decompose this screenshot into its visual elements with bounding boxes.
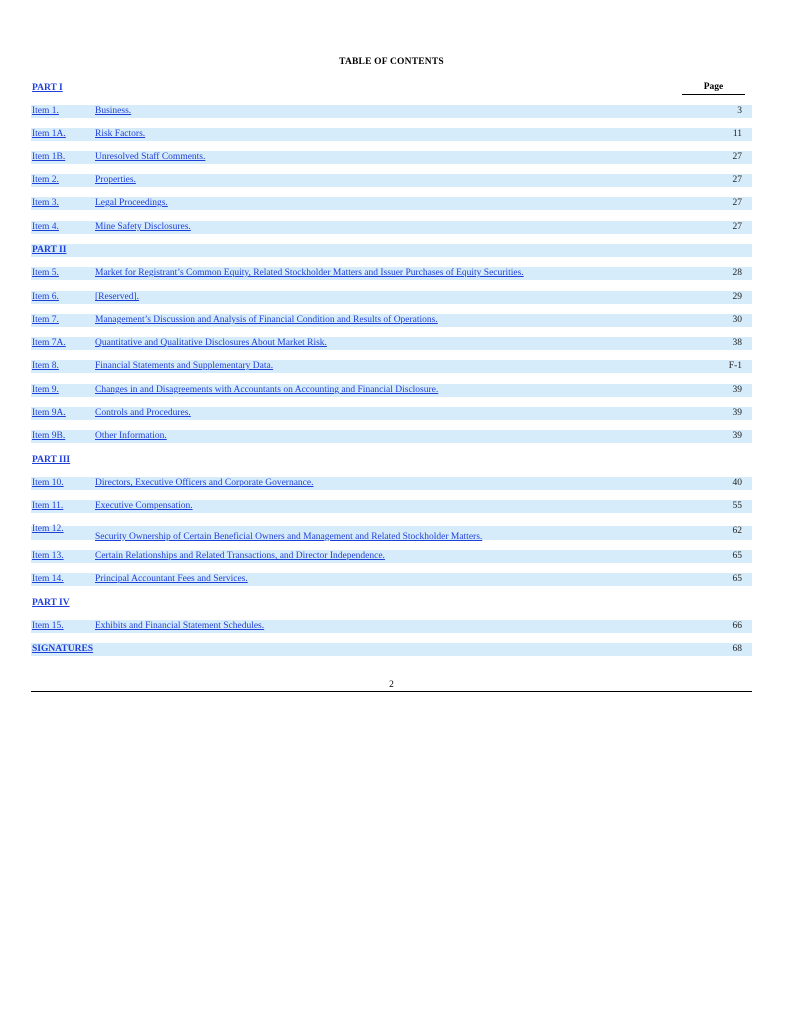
page-number: F-1	[728, 361, 742, 371]
item-link[interactable]: Item 7A.	[32, 338, 66, 348]
toc-row	[31, 314, 752, 327]
toc-row	[31, 407, 752, 420]
toc-row	[31, 174, 752, 187]
signatures-link[interactable]: SIGNATURES	[32, 644, 94, 654]
page-number: 27	[732, 175, 742, 185]
footer-divider	[31, 691, 752, 692]
item-description-link[interactable]: Other Information.	[95, 431, 167, 441]
item-description-link[interactable]: Unresolved Staff Comments.	[95, 152, 206, 162]
toc-row	[31, 151, 752, 164]
toc-row-part	[31, 597, 752, 610]
page-number: 30	[732, 315, 742, 325]
part-link[interactable]: PART II	[32, 245, 67, 255]
page-title: TABLE OF CONTENTS	[339, 57, 444, 67]
footer-page-number: 2	[389, 680, 394, 690]
item-link[interactable]: Item 8.	[32, 361, 59, 371]
toc-row	[31, 221, 752, 234]
page-number: 40	[732, 478, 742, 488]
page-number: 39	[732, 408, 742, 418]
item-link[interactable]: Item 3.	[32, 198, 59, 208]
toc-row	[31, 526, 752, 540]
item-link[interactable]: Item 14.	[32, 574, 64, 584]
toc-row	[31, 573, 752, 586]
item-description-link[interactable]: Controls and Procedures.	[95, 408, 191, 418]
item-description-link[interactable]: Business.	[95, 106, 132, 116]
item-description-link[interactable]: Principal Accountant Fees and Services.	[95, 574, 248, 584]
page-column-header: Page	[682, 82, 745, 95]
page-number: 28	[732, 268, 742, 278]
page-number: 55	[732, 501, 742, 511]
item-description-link[interactable]: Properties.	[95, 175, 136, 185]
item-description-link[interactable]: Certain Relationships and Related Transactions, and Director Independence.	[95, 551, 385, 561]
toc-row	[31, 360, 752, 373]
item-description-link[interactable]: Executive Compensation.	[95, 501, 193, 511]
toc-row-signatures	[31, 643, 752, 656]
toc-row-part	[31, 454, 752, 467]
item-description-link[interactable]: Risk Factors.	[95, 129, 146, 139]
page-number: 65	[732, 551, 742, 561]
item-link[interactable]: Item 11.	[32, 501, 64, 511]
toc-row	[31, 620, 752, 633]
toc-row	[31, 500, 752, 513]
page-number: 3	[737, 106, 742, 116]
item-link[interactable]: Item 2.	[32, 175, 59, 185]
item-link[interactable]: Item 9.	[32, 385, 59, 395]
page-number: 27	[732, 222, 742, 232]
item-description-link[interactable]: Mine Safety Disclosures.	[95, 222, 191, 232]
page-number: 27	[732, 152, 742, 162]
item-link[interactable]: Item 6.	[32, 292, 59, 302]
page-number: 39	[732, 431, 742, 441]
item-description-link[interactable]: Quantitative and Qualitative Disclosures About Market Risk.	[95, 338, 327, 348]
page-number: 62	[732, 526, 742, 536]
toc-row	[31, 267, 752, 280]
toc-row	[31, 477, 752, 490]
item-description-link[interactable]: [Reserved].	[95, 292, 140, 302]
toc-row	[31, 430, 752, 443]
part-link[interactable]: PART III	[32, 455, 71, 465]
toc-row-part	[31, 244, 752, 257]
item-link[interactable]: Item 13.	[32, 551, 64, 561]
page-number: 66	[732, 621, 742, 631]
item-description-link[interactable]: Changes in and Disagreements with Accountants on Accounting and Financial Disclosure.	[95, 385, 439, 395]
item-description-link[interactable]: Security Ownership of Certain Beneficial Owners and Management and Related Stockholder Matters.	[95, 532, 483, 542]
item-description-link[interactable]: Exhibits and Financial Statement Schedules.	[95, 621, 265, 631]
item-link[interactable]: Item 4.	[32, 222, 59, 232]
page-number: 27	[732, 198, 742, 208]
toc-row	[31, 384, 752, 397]
item-link[interactable]: Item 1.	[32, 106, 59, 116]
item-description-link[interactable]: Legal Proceedings.	[95, 198, 168, 208]
page-number: 68	[732, 644, 742, 654]
page-number: 39	[732, 385, 742, 395]
item-link[interactable]: Item 1B.	[32, 152, 66, 162]
page-number: 65	[732, 574, 742, 584]
item-description-link[interactable]: Financial Statements and Supplementary Data.	[95, 361, 274, 371]
page-number: 11	[732, 129, 742, 139]
toc-row	[31, 291, 752, 304]
item-link[interactable]: Item 9A.	[32, 408, 66, 418]
page-number: 38	[732, 338, 742, 348]
item-link[interactable]: Item 5.	[32, 268, 59, 278]
item-link[interactable]: Item 10.	[32, 478, 64, 488]
item-description-link[interactable]: Market for Registrant’s Common Equity, Related Stockholder Matters and Issuer Purchases of Equity Securities.	[95, 268, 524, 278]
toc-row	[31, 197, 752, 210]
toc-row-part	[31, 82, 752, 95]
item-description-link[interactable]: Directors, Executive Officers and Corporate Governance.	[95, 478, 314, 488]
part-link[interactable]: PART I	[32, 83, 63, 93]
toc-row	[31, 550, 752, 563]
toc-row	[31, 105, 752, 118]
toc-row	[31, 337, 752, 350]
item-link[interactable]: Item 1A.	[32, 129, 66, 139]
item-link[interactable]: Item 9B.	[32, 431, 66, 441]
item-link[interactable]: Item 12.	[32, 524, 64, 534]
page-number: 29	[732, 292, 742, 302]
toc-row	[31, 128, 752, 141]
item-link[interactable]: Item 7.	[32, 315, 59, 325]
item-description-link[interactable]: Management’s Discussion and Analysis of Financial Condition and Results of Operations.	[95, 315, 438, 325]
item-link[interactable]: Item 15.	[32, 621, 64, 631]
part-link[interactable]: PART IV	[32, 598, 70, 608]
